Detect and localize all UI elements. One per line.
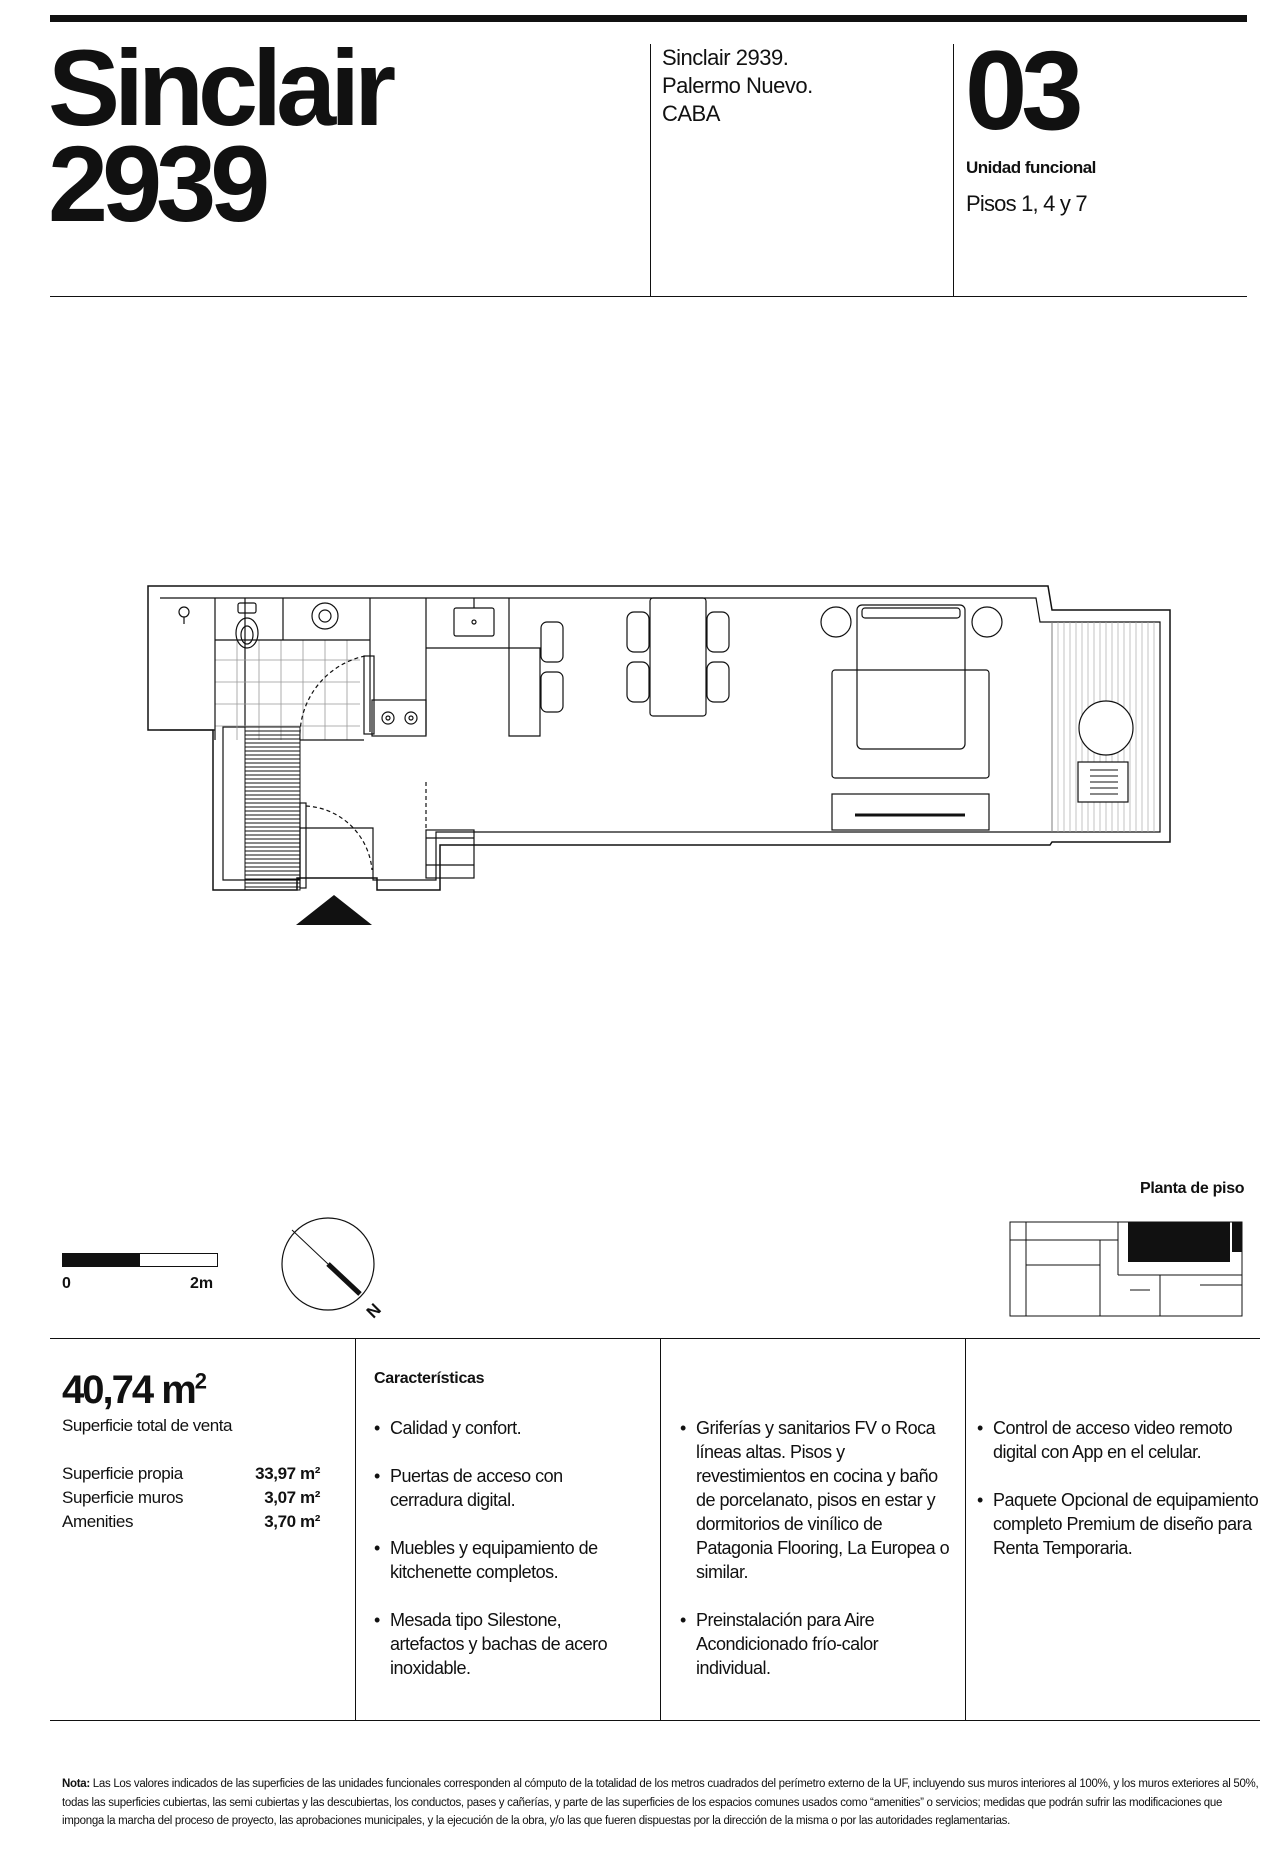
- total-area: 40,74 $m^2$: [62, 1368, 206, 1412]
- unit-label: Unidad funcional: [966, 158, 1096, 177]
- features-column-1: [374, 1416, 624, 1704]
- stool: [541, 622, 563, 662]
- feature-item: • Calidad y confort.: [374, 1416, 624, 1440]
- floor-plan: [0, 560, 1280, 960]
- total-area-label: Superficie total de venta: [62, 1416, 232, 1435]
- stairs: [245, 727, 300, 890]
- nightstand-icon: [972, 607, 1002, 637]
- shower-drain-icon: [179, 607, 189, 617]
- feature-item: • Paquete Opcional de equipamiento completo Premium de diseño para Renta Temporaria.: [977, 1488, 1267, 1560]
- features-column-2: [680, 1416, 950, 1704]
- address-line2: Palermo Nuevo.: [662, 73, 813, 98]
- compass-n-label: N: [362, 1299, 385, 1322]
- area-row: Amenities 3,70 m²: [62, 1512, 320, 1531]
- project-title-line2: 2939: [48, 123, 265, 244]
- entry-door: [300, 803, 372, 888]
- feature-item: • Muebles y equipamiento de kitchenette completos.: [374, 1536, 624, 1584]
- unit-number: 03: [965, 28, 1078, 153]
- area-row: Superficie propia 33,97 m²: [62, 1464, 320, 1483]
- burner-icon: [382, 712, 394, 724]
- plan-outer-wall: [148, 586, 1170, 890]
- fridge: [426, 830, 474, 878]
- feature-item: • Griferías y sanitarios FV o Roca líneas altas. Pisos y revestimientos en cocina y baño de porcelanato, pisos en estar y dormitorios de vinílico de Patagonia Flooring, La Europea o similar.: [680, 1416, 950, 1584]
- key-plan: [1000, 1210, 1250, 1320]
- dining-table: [627, 598, 729, 716]
- header-divider-2: [953, 44, 954, 296]
- stool: [541, 672, 563, 712]
- nightstand-icon: [821, 607, 851, 637]
- round-table-icon: [1079, 701, 1133, 755]
- info-divider-2: [660, 1338, 661, 1721]
- key-plan-highlight: [1128, 1222, 1230, 1262]
- cooktop: [372, 700, 426, 736]
- features-heading: Características: [374, 1370, 485, 1387]
- scale-bar: [62, 1253, 218, 1267]
- project-title-line1: Sinclair: [48, 27, 391, 148]
- feature-item: • Control de acceso video remoto digital con App en el celular.: [977, 1416, 1267, 1464]
- kitchen-sink-icon: [454, 608, 494, 636]
- bed: [821, 605, 1002, 830]
- top-rule: [50, 15, 1247, 22]
- scale-start-label: 0: [62, 1275, 71, 1292]
- info-bottom-rule: [50, 1720, 1260, 1721]
- project-title: [48, 27, 391, 244]
- kitchen: [372, 598, 563, 878]
- feature-item: • Preinstalación para Aire Acondicionado frío-calor individual.: [680, 1608, 950, 1680]
- bathroom-tiles: [215, 640, 360, 740]
- project-address: [662, 44, 813, 128]
- burner-icon: [405, 712, 417, 724]
- bath-door-swing: [300, 656, 365, 740]
- feature-item: • Mesada tipo Silestone, artefactos y bachas de acero inoxidable.: [374, 1608, 624, 1680]
- header-divider-1: [650, 44, 651, 296]
- kitchen-island: [426, 598, 540, 736]
- bath-sink-icon: [312, 603, 338, 629]
- toilet-tank-icon: [238, 603, 256, 613]
- address-line1: Sinclair 2939.: [662, 45, 789, 70]
- features-column-3: [977, 1416, 1267, 1584]
- tv-unit: [832, 794, 989, 830]
- header-bottom-rule: [50, 296, 1247, 297]
- unit-floors: Pisos 1, 4 y 7: [966, 191, 1087, 216]
- key-plan-label: Planta de piso: [1140, 1180, 1245, 1197]
- scale-end-label: 2m: [190, 1275, 214, 1292]
- feature-item: • Puertas de acceso con cerradura digital.: [374, 1464, 624, 1512]
- info-divider-1: [355, 1338, 356, 1721]
- north-compass-icon: [272, 1208, 402, 1338]
- area-row: Superficie muros 3,07 m²: [62, 1488, 320, 1507]
- area-breakdown: [62, 1464, 320, 1536]
- info-top-rule: [50, 1338, 1260, 1339]
- legal-note: Nota: Las Los valores indicados de las superficies de las unidades funcionales corresponden al cómputo de la totalidad de los metros cuadrados del perímetro externo de la UF, incluyendo sus muros interiores al 100%, y los muros exteriores al 50%, todas las superficies cubiertas, las semi cubiertas y las descubiertas, los conductos, pases y cañerías, y parte de las superficies de los espacios comunes usados como “amenities” o servicios; medidas que podrán sufrir las modificaciones que imponga la marcha del proceso de proyecto, las aprobaciones municipales, y la ejecución de la obra, y/o las que fueren dispuestas por la dirección de la misma o por las autoridades reglamentarias.: [62, 1778, 1259, 1827]
- balcony: [1052, 622, 1160, 832]
- entry-arrow-icon: [296, 895, 372, 925]
- address-line3: CABA: [662, 101, 720, 126]
- info-divider-3: [965, 1338, 966, 1721]
